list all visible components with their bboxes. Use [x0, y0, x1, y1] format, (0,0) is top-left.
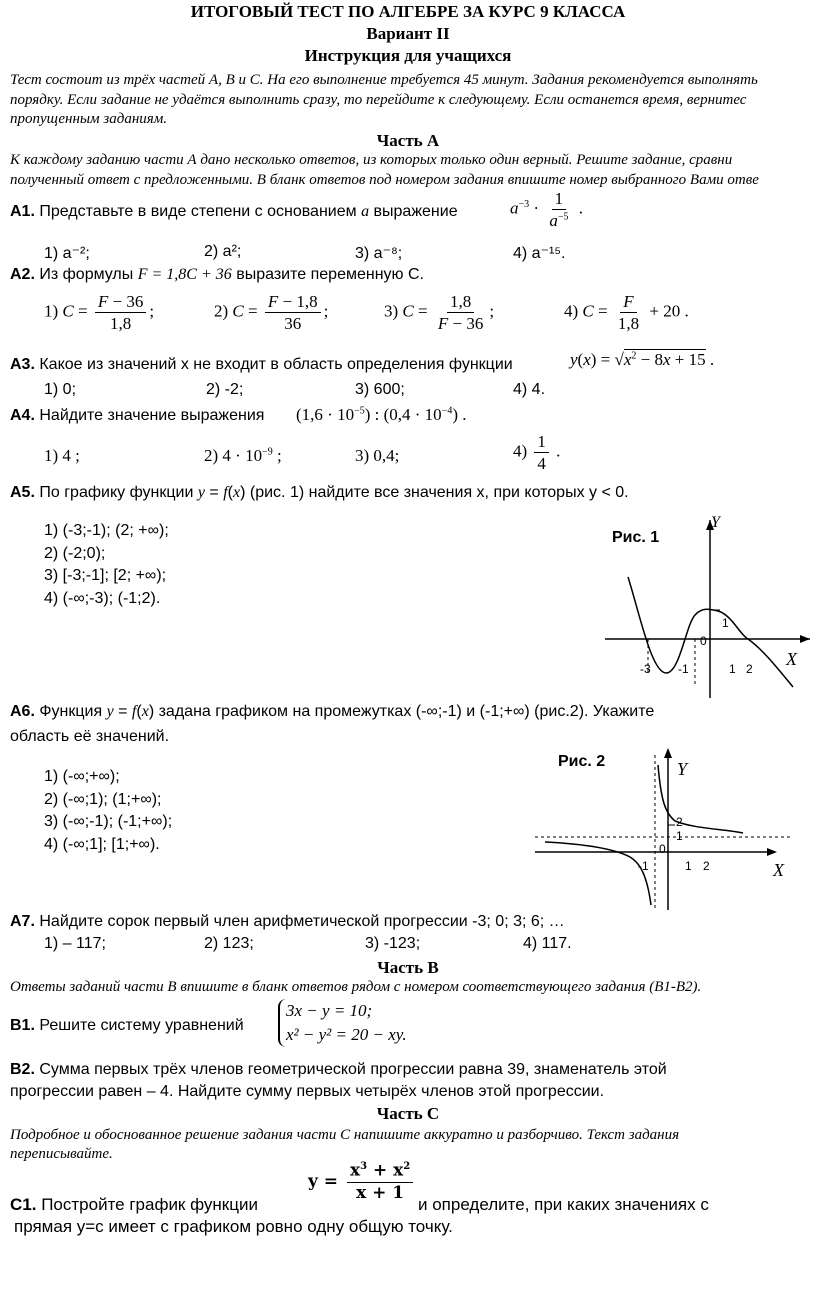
answer-option[interactable]: 2) 123;: [204, 935, 254, 952]
answer-option[interactable]: 4) 4.: [513, 381, 546, 398]
instruction-heading: Инструкция для учащихся: [304, 46, 512, 65]
tick-label: 1: [676, 829, 683, 843]
question-text: Представьте в виде степени с основанием: [39, 203, 357, 220]
tick-label: -1: [638, 859, 649, 873]
part-c-intro: Подробное и обоснованное решение задания части С напишите аккуратно и разборчиво. Текст задания: [10, 1127, 680, 1143]
tick-label: 2: [703, 859, 710, 873]
question-b2-text: прогрессии равен – 4. Найдите сумму первых четырёх членов этой прогрессии.: [10, 1083, 605, 1100]
part-c-intro: переписывайте.: [10, 1146, 113, 1162]
y-axis-label: Y: [711, 515, 720, 531]
question-a3: [10, 356, 513, 374]
answer-option[interactable]: 2) $4 \cdot 10^{-9}$ ;: [204, 446, 282, 465]
question-label: А3.: [10, 356, 35, 373]
b1-system: [278, 999, 407, 1047]
question-text: Решите систему уравнений: [39, 1017, 244, 1034]
question-label: А1.: [10, 203, 35, 220]
tick-label: 1: [685, 859, 692, 873]
question-b2: [10, 1061, 667, 1079]
question-label: А2.: [10, 266, 35, 283]
part-b-heading: Часть В: [377, 958, 439, 977]
answer-option[interactable]: 2) C = $\frac{F - 1,8}{36}$ ;: [214, 292, 329, 333]
answer-option[interactable]: 1) (-∞;+∞);: [44, 768, 120, 785]
answer-option[interactable]: 2) (-∞;1); (1;+∞);: [44, 791, 162, 808]
question-a4: [10, 407, 264, 425]
answer-option[interactable]: 4) 117.: [523, 935, 572, 952]
answer-option[interactable]: 2) -2;: [206, 381, 244, 398]
figure-1-graph: [600, 515, 816, 700]
a3-function: $y(x) = √x^2 - 8x + 15$ .: [570, 350, 715, 369]
tick-label: -3: [640, 662, 651, 676]
question-c1-text: и определите, при каких значениях с: [418, 1195, 709, 1214]
question-text: Функция: [39, 703, 103, 720]
answer-option[interactable]: 1) 4 ;: [44, 446, 80, 465]
question-text: Постройте график функции: [41, 1195, 258, 1214]
y-axis-label: Y: [677, 759, 688, 779]
answer-option[interactable]: 1) C = $\frac{F - 36}{1,8}$ ;: [44, 292, 155, 333]
instruction-line: Тест состоит из трёх частей А, В и С. На его выполнение требуется 45 минут. Задания рекомендуется выполнять: [10, 72, 758, 88]
question-text: Найдите сорок первый член арифметической прогрессии -3; 0; 3; 6; …: [39, 913, 565, 930]
equation: 3x − y = 10;: [286, 1001, 373, 1020]
answer-option[interactable]: 1) (-3;-1); (2; +∞);: [44, 522, 169, 539]
part-a-intro: полученный ответ с предложенными. В бланк ответов под номером задания впишите номер выбранного Вами отве: [10, 172, 759, 188]
question-a7: [10, 913, 565, 931]
question-a5: А5. По графику функции y = f(x) (рис. 1) найдите все значения x, при которых y < 0.: [10, 484, 629, 501]
question-label: А7.: [10, 913, 35, 930]
answer-option[interactable]: 3) [-3;-1]; [2; +∞);: [44, 567, 167, 584]
answer-option[interactable]: 1) – 117;: [44, 935, 106, 952]
answer-option[interactable]: 3) (-∞;-1); (-1;+∞);: [44, 813, 173, 830]
answer-option[interactable]: 3) 600;: [355, 381, 405, 398]
tick-label: 1: [729, 662, 736, 676]
answer-option[interactable]: 4) C = $\frac{F}{1,8}$ + 20 .: [564, 292, 689, 333]
answer-option[interactable]: 4) $\frac{1}{4}$ .: [513, 432, 561, 473]
tick-label: 2: [746, 662, 753, 676]
question-a1: [10, 203, 458, 221]
question-label: С1.: [10, 1195, 37, 1214]
figure-1-title: Рис. 1: [612, 529, 660, 546]
answer-option[interactable]: 4) a⁻¹⁵.: [513, 245, 566, 262]
x-axis-arrow: [767, 848, 777, 856]
question-label: А4.: [10, 407, 35, 424]
x-axis-arrow: [800, 635, 810, 643]
question-b1: [10, 1017, 244, 1035]
instruction-line: пропущенным заданиям.: [10, 111, 168, 127]
part-c-heading: Часть С: [376, 1104, 440, 1123]
answer-option[interactable]: 3) a⁻⁸;: [355, 245, 403, 262]
answer-option[interactable]: 3) C = $\frac{1,8}{F - 36}$ ;: [384, 292, 495, 333]
question-a2: [10, 266, 424, 284]
y-axis-arrow: [664, 748, 672, 758]
x-axis-label: X: [786, 649, 797, 669]
figure-2-graph: [535, 745, 805, 915]
formula: F = 1,8C + 36: [137, 266, 232, 283]
tick-label: -1: [678, 662, 689, 676]
a4-expression: $(1,6 \cdot 10^{-5})$ : $(0,4 \cdot 10^{-4})$ .: [296, 405, 467, 424]
instruction-line: порядку. Если задание не удаётся выполнить сразу, то перейдите к следующему. Если останется время, вернитес: [10, 92, 747, 108]
question-text: Сумма первых трёх членов геометрической прогрессии равна 39, знаменатель этой: [39, 1061, 667, 1078]
question-text: Из формулы: [39, 266, 134, 283]
a1-expression: $a^{-3}$ · $\frac{1}{a^{-5}}$ .: [510, 189, 583, 230]
question-text: выражение: [373, 203, 458, 220]
part-a-intro: К каждому заданию части А дано несколько ответов, из которых только один верный. Решите задание, сравни: [10, 152, 733, 168]
x-axis-label: X: [773, 860, 784, 880]
answer-option[interactable]: 4) (-∞;-3); (-1;2).: [44, 590, 161, 607]
tick-label: 0: [700, 634, 707, 648]
answer-option[interactable]: 2) a²;: [204, 243, 242, 260]
tick-label: 1: [722, 616, 729, 630]
question-label: А6.: [10, 703, 35, 720]
tick-label: 2: [676, 815, 683, 829]
tick-label: 0: [659, 842, 666, 856]
question-label: А5.: [10, 484, 35, 501]
answer-option[interactable]: 4) (-∞;1]; [1;+∞).: [44, 836, 160, 853]
answer-option[interactable]: 3) -123;: [365, 935, 421, 952]
equation: x² − y² = 20 − xy.: [286, 1025, 407, 1044]
function-curve-right: [658, 765, 743, 833]
question-label: В1.: [10, 1017, 35, 1034]
question-text: выразите переменную C.: [236, 266, 424, 283]
question-label: В2.: [10, 1061, 35, 1078]
test-title: ИТОГОВЫЙ ТЕСТ ПО АЛГЕБРЕ ЗА КУРС 9 КЛАССА: [190, 2, 626, 21]
answer-option[interactable]: 2) (-2;0);: [44, 545, 106, 562]
answer-option[interactable]: 3) 0,4;: [355, 446, 400, 465]
answer-option[interactable]: 1) a⁻²;: [44, 245, 90, 262]
answer-option[interactable]: 1) 0;: [44, 381, 77, 398]
part-a-heading: Часть А: [376, 131, 440, 150]
question-c1-text: прямая у=с имеет с графиком ровно одну общую точку.: [14, 1217, 453, 1236]
question-text: (рис. 1) найдите все значения x, при которых y < 0.: [249, 484, 629, 501]
question-text: задана графиком на промежутках (-∞;-1) и (-1;+∞) (рис.2). Укажите: [158, 703, 655, 720]
c1-function: y = $\frac{x^3 + x^2}{x + 1}$: [308, 1162, 416, 1202]
question-a6-text: область её значений.: [10, 728, 170, 745]
question-a6: А6. Функция y = f(x) задана графиком на промежутках (-∞;-1) и (-1;+∞) (рис.2). Укажите: [10, 703, 655, 720]
variant-label: Вариант II: [366, 24, 450, 43]
question-c1: [10, 1195, 258, 1215]
question-text: По графику функции: [39, 484, 194, 501]
figure-2-title: Рис. 2: [558, 753, 606, 770]
part-b-intro: Ответы заданий части В впишите в бланк ответов рядом с номером соответствующего задания (В1-В2).: [10, 979, 702, 995]
question-text: Найдите значение выражения: [39, 407, 265, 424]
question-text: Какое из значений x не входит в область определения функции: [39, 356, 513, 373]
variable: a: [361, 203, 370, 220]
